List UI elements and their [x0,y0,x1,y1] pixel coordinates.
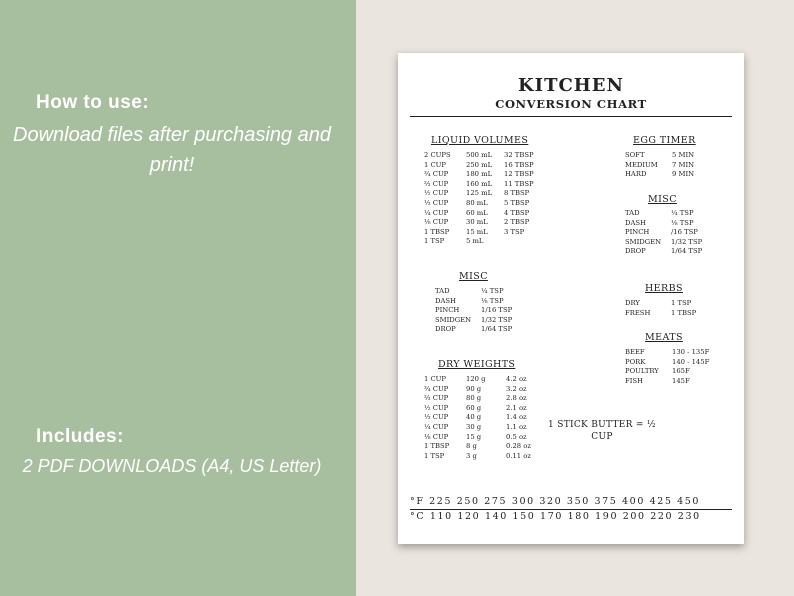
table-cell: PINCH [625,228,650,237]
table-cell: ¾ CUP [424,170,449,179]
sheet-title: KITCHEN [518,75,624,96]
table-cell: 140 - 145F [672,357,710,366]
table-row [424,199,544,209]
table-row [424,161,544,171]
table-cell: 3 TSP [504,227,525,236]
table-cell: /16 TSP [671,228,698,237]
table-cell: 1 TBSP [671,308,697,317]
table-cell: 5 mL [466,237,484,246]
dry-weights-table [424,375,544,461]
table-cell: 250 mL [466,160,493,169]
misc-right-table [625,209,715,257]
table-cell: 3 g [466,451,477,460]
table-cell: ¼ CUP [424,422,449,431]
table-cell: 1 TBSP [424,442,450,451]
how-to-heading: How to use: [36,92,150,113]
table-row [435,316,525,326]
table-row [424,170,544,180]
table-cell: 0.28 oz [506,442,531,451]
table-row [625,358,725,368]
table-cell: 1/64 TSP [671,247,703,256]
table-cell: 40 g [466,413,482,422]
table-cell: 8 TBSP [504,189,530,198]
table-cell: 30 g [466,422,482,431]
table-cell: 2.8 oz [506,394,527,403]
table-row [625,247,715,257]
table-cell: 4 TBSP [504,208,530,217]
table-cell: SMIDGEN [435,315,472,324]
table-cell: DASH [625,218,646,227]
table-cell: 11 TBSP [504,179,534,188]
table-cell: 1 CUP [424,160,446,169]
table-cell: ¾ CUP [424,384,449,393]
table-cell: 2 CUPS [424,151,451,159]
butter-note: 1 STICK BUTTER = ½ CUP [548,420,656,442]
table-row [625,309,715,319]
table-cell: 1/32 TSP [671,237,703,246]
table-cell: 80 g [466,394,482,403]
table-row [424,385,544,395]
table-cell: 1.4 oz [506,413,527,422]
temperature-divider [410,509,732,510]
table-row [424,180,544,190]
table-cell: DASH [435,296,456,305]
herbs-table [625,299,715,318]
table-cell: FISH [625,376,643,385]
table-cell: DROP [435,325,456,334]
table-cell: TAD [625,209,640,217]
table-cell: 7 MIN [672,160,695,169]
egg-timer-heading: EGG TIMER [633,135,696,146]
table-cell: 500 mL [466,151,493,159]
table-row [424,404,544,414]
table-cell: ⅔ CUP [424,394,449,403]
table-cell: DROP [625,247,646,256]
table-cell: 1 CUP [424,375,446,383]
table-cell: 1 TSP [424,237,445,246]
fahrenheit-row: °F 225 250 275 300 320 350 375 400 425 450 [410,496,701,507]
table-cell: POULTRY [625,367,659,376]
table-cell: ⅛ TSP [481,296,504,305]
table-row [625,377,725,387]
table-cell: 90 g [466,384,482,393]
table-row [424,423,544,433]
table-cell: 9 MIN [672,170,695,179]
table-cell: ¼ TSP [481,287,504,295]
table-cell: 3.2 oz [506,384,527,393]
table-cell: 0.11 oz [506,451,531,460]
table-cell: 30 mL [466,218,488,227]
table-cell: PORK [625,357,646,366]
misc-left-table [435,287,525,335]
table-cell: 2.1 oz [506,403,527,412]
liquid-volumes-table [424,151,544,247]
table-cell: 1 TBSP [424,227,450,236]
table-cell: PINCH [435,306,460,315]
table-row [424,237,544,247]
table-row [435,306,525,316]
table-cell: 60 g [466,403,482,412]
table-row [625,238,715,248]
table-cell: 12 TBSP [504,170,534,179]
table-cell: 5 MIN [672,151,695,159]
table-cell: ½ CUP [424,189,449,198]
table-cell: 80 mL [466,198,488,207]
table-cell: ⅓ CUP [424,198,449,207]
table-row [435,325,525,335]
table-row [435,287,525,297]
table-cell: 160 mL [466,179,493,188]
table-cell: 165F [672,367,690,376]
table-cell: FRESH [625,308,651,317]
table-row [424,442,544,452]
table-cell: MEDIUM [625,160,658,169]
table-row [424,433,544,443]
table-cell: 2 TBSP [504,218,530,227]
table-cell: 1/64 TSP [481,325,513,334]
includes-text: 2 PDF DOWNLOADS (A4, US Letter) [22,456,322,476]
table-cell: SMIDGEN [625,237,662,246]
conversion-chart-sheet [398,53,744,544]
table-cell: 15 g [466,432,482,441]
table-cell: 1/32 TSP [481,315,513,324]
table-cell: 15 mL [466,227,488,236]
table-cell: 1/16 TSP [481,306,513,315]
table-row [625,299,715,309]
table-row [435,297,525,307]
table-cell: 180 mL [466,170,493,179]
table-cell: SOFT [625,151,645,159]
misc-right-heading: MISC [648,194,677,205]
table-row [424,394,544,404]
table-cell: ½ CUP [424,403,449,412]
table-row [625,348,725,358]
table-cell: DRY [625,299,640,307]
table-cell: ¼ TSP [671,209,694,217]
table-cell: 125 mL [466,189,493,198]
table-cell: 0.5 oz [506,432,527,441]
table-cell: ⅛ CUP [424,432,449,441]
table-cell: HARD [625,170,647,179]
dry-weights-heading: DRY WEIGHTS [438,359,516,370]
table-cell: 4.2 oz [506,375,527,383]
table-cell: ⅓ CUP [424,413,449,422]
table-cell: 32 TBSP [504,151,534,159]
table-cell: 1.1 oz [506,422,527,431]
table-row [424,375,544,385]
table-row [625,228,715,238]
egg-timer-table [625,151,715,180]
left-panel [0,0,356,596]
table-row [424,413,544,423]
table-cell: ⅔ CUP [424,179,449,188]
table-row [625,170,715,180]
table-row [625,219,715,229]
table-cell: 145F [672,376,690,385]
how-to-text: Download files after purchasing and print! [13,124,331,176]
table-cell: ¼ CUP [424,208,449,217]
table-cell: 16 TBSP [504,160,534,169]
table-cell: 130 - 135F [672,348,710,356]
table-cell: 1 TSP [671,299,692,307]
herbs-heading: HERBS [645,283,683,294]
table-row [424,228,544,238]
table-cell: BEEF [625,348,645,356]
table-cell: 5 TBSP [504,198,530,207]
meats-heading: MEATS [645,332,683,343]
misc-left-heading: MISC [459,271,488,282]
table-cell: 120 g [466,375,486,383]
table-cell: TAD [435,287,450,295]
includes-heading: Includes: [36,426,124,447]
table-cell: 8 g [466,442,477,451]
table-row [625,209,715,219]
celsius-row: °C 110 120 140 150 170 180 190 200 220 230 [410,511,701,522]
sheet-subtitle: CONVERSION CHART [495,97,647,111]
liquid-volumes-heading: LIQUID VOLUMES [431,135,529,146]
table-cell: 1 TSP [424,451,445,460]
table-row [424,209,544,219]
table-row [625,161,715,171]
table-row [625,151,715,161]
table-row [424,218,544,228]
table-row [424,189,544,199]
table-row [424,452,544,462]
table-row [625,367,725,377]
table-cell: 60 mL [466,208,488,217]
title-divider [410,116,732,117]
table-row [424,151,544,161]
table-cell: ⅛ TSP [671,218,694,227]
meats-table [625,348,725,386]
table-cell: ⅛ CUP [424,218,449,227]
